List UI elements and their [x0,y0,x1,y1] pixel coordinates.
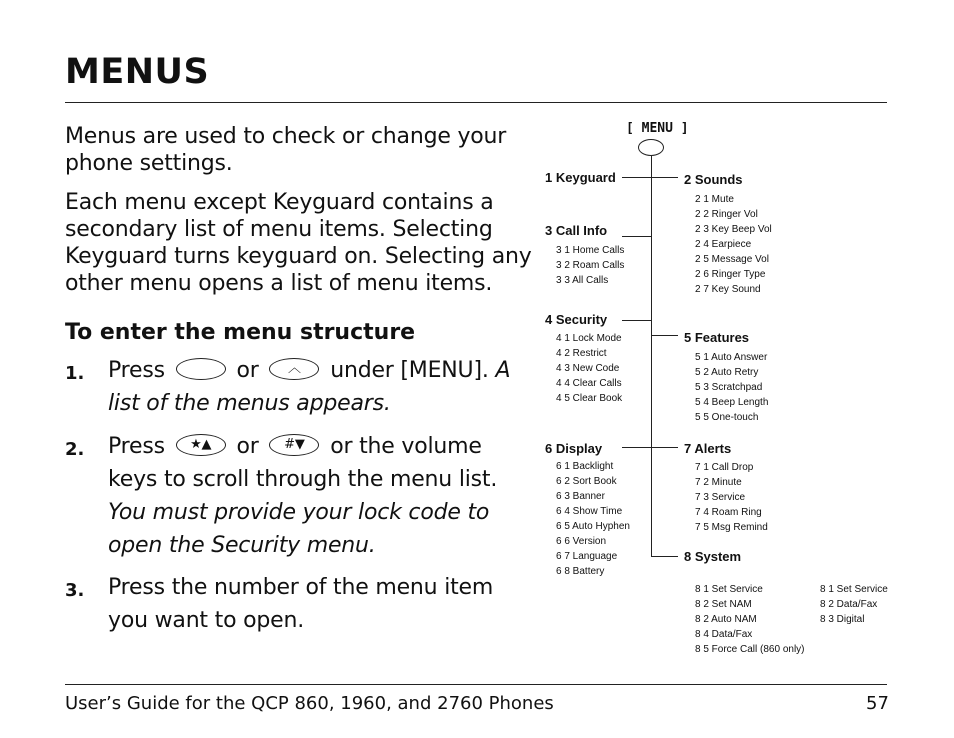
menu-left-key-icon [176,358,226,380]
diagram-branch [622,177,652,178]
section-subhead: To enter the menu structure [65,320,416,345]
footer-rule [65,684,887,685]
step-2-text-a: Press [108,434,165,459]
menu-item: 2 5 Message Vol [695,254,769,265]
menu-item: 8 2 Set NAM [695,599,752,610]
menu-item: 6 7 Language [556,551,618,562]
diagram-trunk [651,156,652,556]
menu-sounds-items [695,192,772,297]
page-title: MENUS [65,52,210,92]
menu-item: 5 4 Beep Length [695,397,769,408]
menu-security: 4 Security [545,312,608,327]
menu-item: 4 4 Clear Calls [556,378,622,389]
menu-item: 4 5 Clear Book [556,393,623,404]
menu-item: 7 3 Service [695,492,746,503]
menu-call-info: 3 Call Info [545,223,608,238]
menu-item: 8 2 Auto NAM [695,614,757,625]
menu-item: 6 4 Show Time [556,506,623,517]
step-2 [108,430,528,562]
menu-right-key-icon: ︿ [269,358,319,380]
intro-paragraph-1: Menus are used to check or change your phone settings. [65,124,507,176]
diagram-branch [651,556,678,557]
menu-sounds: 2 Sounds [684,172,743,187]
menu-item: 6 5 Auto Hyphen [556,521,630,532]
diagram-branch [651,177,678,178]
pound-down-key-icon: #▼ [269,434,319,456]
menu-features: 5 Features [684,330,750,345]
menu-item: 2 4 Earpiece [695,239,752,250]
menu-item: 6 6 Version [556,536,607,547]
step-1-text-a: Press [108,358,165,383]
step-2-italic: You must provide your lock code to open the Security menu. [108,500,490,558]
diagram-menu-label: [ MENU ] [626,121,689,136]
step-2-or: or [236,434,259,459]
menu-item: 2 6 Ringer Type [695,269,766,280]
step-2-number: 2. [65,439,85,460]
menu-system-items-col1 [695,582,805,657]
menu-item: 8 2 Data/Fax [820,599,878,610]
page-number: 57 [866,693,889,714]
diagram-branch [651,447,678,448]
step-1-text-b: under [MENU]. [330,358,489,383]
menu-item: 7 5 Msg Remind [695,522,768,533]
menu-item: 2 7 Key Sound [695,284,761,295]
menu-features-items [695,350,768,425]
menu-item: 3 3 All Calls [556,275,609,286]
menu-item: 4 1 Lock Mode [556,333,622,344]
diagram-branch [622,447,652,448]
menu-item: 5 5 One-touch [695,412,759,423]
menu-item: 8 1 Set Service [695,584,763,595]
menu-item: 6 1 Backlight [556,461,614,472]
menu-system: 8 System [684,549,742,564]
menu-item: 5 2 Auto Retry [695,367,759,378]
step-3: Press the number of the menu item you want to open. [108,575,494,633]
diagram-branch [622,320,652,321]
menu-display-items [556,459,630,579]
menu-item: 6 8 Battery [556,566,605,577]
menu-item: 2 1 Mute [695,194,734,205]
menu-item: 7 1 Call Drop [695,462,754,473]
header-rule [65,102,887,103]
menu-item: 2 2 Ringer Vol [695,209,758,220]
menu-item: 7 2 Minute [695,477,742,488]
menu-item: 8 3 Digital [820,614,865,625]
star-up-key-icon: ★▲ [176,434,226,456]
menu-system-items-col2 [820,582,888,627]
step-2-text-b: or the volume keys to scroll through the menu list. [108,434,498,492]
step-3-number: 3. [65,580,85,601]
step-1-italic: A list of the menus appears. [108,358,511,416]
menu-item: 5 3 Scratchpad [695,382,763,393]
menu-item: 4 2 Restrict [556,348,607,359]
step-1-number: 1. [65,363,85,384]
menu-display: 6 Display [545,441,603,456]
diagram-branch [622,236,652,237]
menu-item: 4 3 New Code [556,363,620,374]
menu-item: 8 1 Set Service [820,584,888,595]
step-1 [108,354,528,420]
menu-item: 6 2 Sort Book [556,476,617,487]
step-1-or: or [236,358,259,383]
menu-item: 3 2 Roam Calls [556,260,625,271]
menu-item: 2 3 Key Beep Vol [695,224,772,235]
menu-item: 8 4 Data/Fax [695,629,753,640]
menu-item: 8 5 Force Call (860 only) [695,644,805,655]
menu-item: 3 1 Home Calls [556,245,625,256]
menu-security-items [556,331,622,406]
menu-item: 6 3 Banner [556,491,605,502]
intro-paragraph-2: Each menu except Keyguard contains a secondary list of menu items. Selecting Keyguard turns keyguard on. Selecting any other menu opens a list of menu items. [65,190,532,296]
diagram-branch [651,335,678,336]
menu-item: 7 4 Roam Ring [695,507,762,518]
diagram-menu-key-icon [638,139,664,156]
menu-alerts: 7 Alerts [684,441,732,456]
menu-call-info-items [556,243,624,288]
menu-item: 5 1 Auto Answer [695,352,768,363]
footer-title: User’s Guide for the QCP 860, 1960, and 2760 Phones [65,693,554,714]
menu-alerts-items [695,460,768,535]
menu-keyguard: 1 Keyguard [545,170,616,185]
